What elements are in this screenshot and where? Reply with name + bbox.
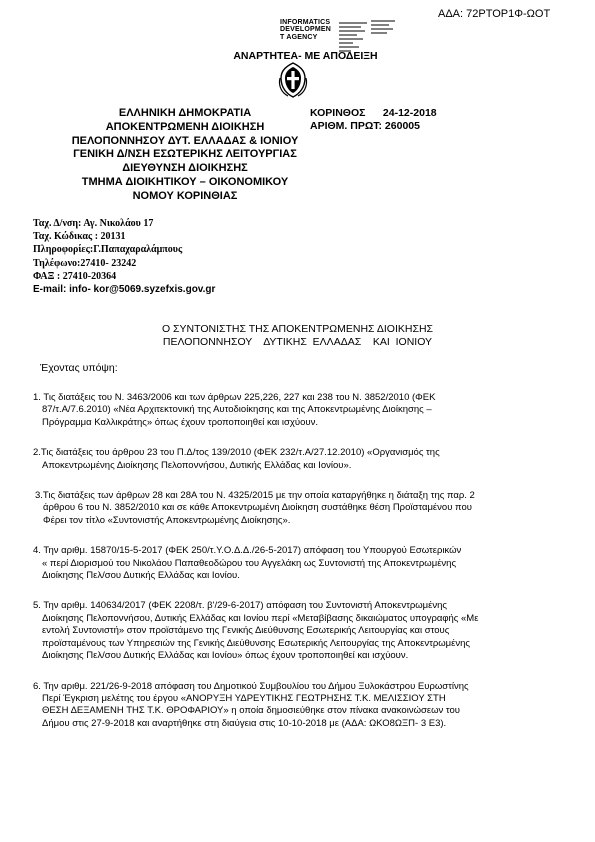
item-line: Αποκεντρωμένης Διοίκησης Πελοποννήσου, Δυτικής Ελλάδας και Ιονίου». [42, 459, 352, 471]
authority-block [40, 107, 330, 204]
contact-phone: Τηλέφωνο:27410- 23242 [33, 257, 137, 269]
stamp-line: INFORMATICS [280, 19, 331, 26]
item-line: 4. Την αριθμ. 15870/15-5-2017 (ΦΕΚ 250/τ.Υ.Ο.Δ.Δ./26-5-2017) απόφαση του Υπουργού Εσωτερικών [33, 545, 462, 557]
item-line: Δήμου στις 27-9-2018 και αναρτήθηκε στη διαύγεια στις 10-10-2018 με (ΑΔΑ: ΩΚΟ8ΩΞΠ- 3 Ε3). [42, 717, 447, 729]
item-line: Πρόγραμμα Καλλικράτης» όπως έχουν τροποποιηθεί και ισχύουν. [42, 416, 318, 428]
item-line: Διοίκησης Πελ/σου Δυτικής Ελλάδας και Ιονίου. [42, 570, 240, 582]
list-item [33, 681, 565, 731]
authority-line: ΤΜΗΜΑ ΔΙΟΙΚΗΤΙΚΟΥ – ΟΙΚΟΝΟΜΙΚΟΥ [81, 175, 289, 188]
stamp-line: DEVELOPMEN [280, 26, 332, 34]
contact-block [33, 217, 215, 296]
list-item [33, 447, 565, 472]
contact-fax: ΦΑΞ : 27410-20364 [33, 270, 117, 282]
contact-postcode: Ταχ. Κώδικας : 20131 [33, 231, 126, 243]
authority-line: ΠΕΛΟΠΟΝΝΗΣΟΥ ΔΥΤ. ΕΛΛΑΔΑΣ & ΙΟΝΙΟΥ [71, 134, 299, 147]
stamp-line: T AGENCY [280, 33, 318, 41]
item-line: Διοίκησης Πελ/σου Δυτικής Ελλάδας και Ιονίου» όπως έχουν τροποποιηθεί και ισχύουν. [42, 650, 409, 662]
protocol-number: ΑΡΙΘΜ. ΠΡΩΤ: 260005 [310, 120, 420, 132]
item-line: Διοίκησης Πελοποννήσου, Δυτικής Ελλάδας και Ιονίου περί «Μεταβίβασης δικαιώματος υπογραφής «Με [42, 612, 479, 624]
item-line: Περί Έγκριση μελέτης του έργου «ΑΝΟΡΥΞΗ ΥΔΡΕΥΤΙΚΗΣ ΓΕΩΤΡΗΣΗΣ Τ.Κ. ΜΕΛΙΣΣΙΟΥ ΣΤΗ [42, 692, 446, 704]
contact-info-person: Πληροφορίες:Γ.Παπαχαραλάμπους [33, 244, 183, 256]
item-line: 2.Τις διατάξεις του άρθρου 23 του Π.Δ/τος 139/2010 (ΦΕΚ 232/τ.Α/27.12.2010) «Οργανισμός της [33, 447, 440, 459]
coordinator-line: Ο ΣΥΝΤΟΝΙΣΤΗΣ ΤΗΣ ΑΠΟΚΕΝΤΡΩΜΕΝΗΣ ΔΙΟΙΚΗΣΗΣ [161, 323, 434, 335]
item-line: 6. Την αριθμ. 221/26-9-2018 απόφαση του Δημοτικού Συμβουλίου του Δήμου Ξυλοκάστρου Ευρωστίνης [33, 680, 469, 692]
posting-header-text: ΑΝΑΡΤΗΤΕΑ- ΜΕ ΑΠΟΔΕΙΞΗ [233, 50, 378, 62]
ada-reference: ΑΔΑ: 72ΡΤΟΡ1Φ-ΩΟΤ [438, 8, 551, 20]
contact-address: Ταχ. Δ/νση: Αγ. Νικολάου 17 [33, 218, 154, 229]
list-item [33, 490, 565, 527]
authority-line: ΝΟΜΟΥ ΚΟΡΙΝΘΙΑΣ [132, 189, 238, 202]
item-line: προϊσταμένους των Υπηρεσιών της Γενικής Διεύθυνσης Εσωτερικής Λειτουργίας της Αποκεντρωμένης [42, 637, 470, 649]
item-line: ΘΕΣΗ ΔΕΞΑΜΕΝΗ ΤΗΣ Τ.Κ. ΘΡΟΦΑΡΙΟΥ» η οποία δημοσιεύθηκε στον πίνακα ανακοινώσεων του [42, 705, 460, 717]
item-line: άρθρου 6 του Ν. 3852/2010 και σε κάθε Αποκεντρωμένη Διοίκηση συστάθηκε θέση Προϊσταμένου που [43, 502, 472, 514]
greek-coat-of-arms-icon [277, 60, 309, 100]
place-date-block [310, 107, 437, 133]
coordinator-heading [0, 323, 595, 349]
contact-email: E-mail: info- kor@5069.syzefxis.gov.gr [33, 284, 216, 296]
item-line: 87/τ.Α/7.6.2010) «Νέα Αρχιτεκτονική της Αυτοδιοίκησης και της Αποκεντρωμένης Διοίκησης – [42, 404, 432, 416]
list-item [33, 392, 565, 429]
authority-line: ΓΕΝΙΚΗ Δ/ΝΣΗ ΕΣΩΤΕΡΙΚΗΣ ΛΕΙΤΟΥΡΓΙΑΣ [73, 148, 297, 161]
item-line: 1. Τις διατάξεις του Ν. 3463/2006 και των άρθρων 225,226, 227 και 238 του Ν. 3852/2010 (ΦΕΚ [33, 392, 436, 403]
item-line: 3.Τις διατάξεις των άρθρων 28 και 28Α του Ν. 4325/2015 με την οποία καταργήθηκε η διάταξη της παρ. 2 [35, 490, 475, 502]
considerations-list [33, 392, 565, 748]
having-in-mind: Έχοντας υπόψη: [40, 362, 118, 374]
agency-stamp [280, 19, 331, 41]
item-line: Φέρει τον τίτλο «Συντονιστής Αποκεντρωμένης Διοίκησης». [43, 514, 291, 526]
place-date: ΚΟΡΙΝΘΟΣ 24-12-2018 [310, 107, 437, 119]
item-line: 5. Την αριθμ. 140634/2017 (ΦΕΚ 2208/τ. β'/29-6-2017) απόφαση του Συντονιστή Αποκεντρωμένης [33, 600, 447, 612]
list-item [33, 545, 565, 582]
coordinator-line: ΠΕΛΟΠΟΝΝΗΣΟΥ ΔΥΤΙΚΗΣ ΕΛΛΑΔΑΣ ΚΑΙ ΙΟΝΙΟΥ [162, 336, 433, 348]
list-item [33, 600, 565, 662]
authority-line: ΑΠΟΚΕΝΤΡΩΜΕΝΗ ΔΙΟΙΚΗΣΗ [105, 120, 265, 133]
authority-line: ΔΙΕΥΘΥΝΣΗ ΔΙΟΙΚΗΣΗΣ [122, 162, 248, 175]
item-line: εντολή Συντονιστή» στον προϊστάμενο της Γενικής Διεύθυνσης Εσωτερικής Λειτουργίας και στους [42, 625, 450, 637]
authority-line: ΕΛΛΗΝΙΚΗ ΔΗΜΟΚΡΑΤΙΑ [118, 107, 252, 119]
item-line: « περί Διορισμού του Νικολάου Παπαθεοδώρου του Αγγελάκη ως Συντονιστή της Αποκεντρωμένης [42, 557, 457, 569]
